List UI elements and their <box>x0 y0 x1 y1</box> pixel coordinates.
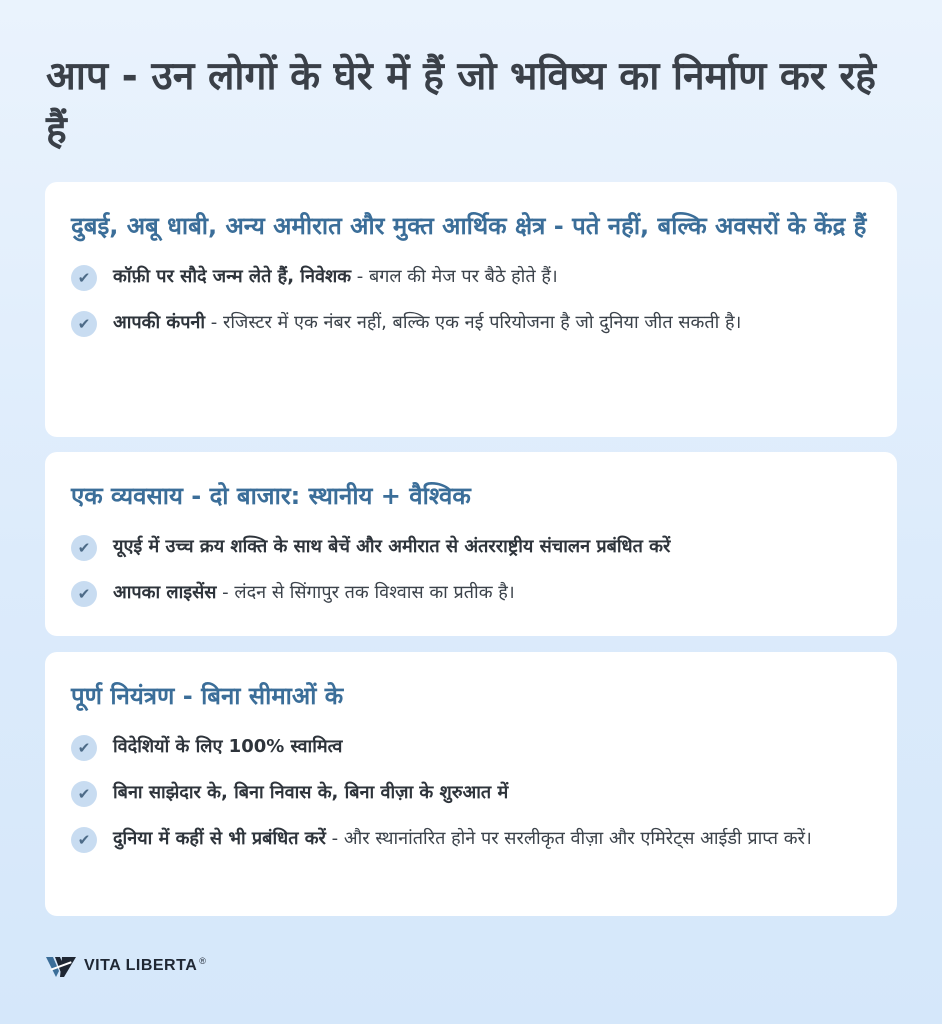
item-rest: - लंदन से सिंगापुर तक विश्वास का प्रतीक है। <box>216 582 515 603</box>
item-rest: - बगल की मेज पर बैठे होते हैं। <box>351 266 558 287</box>
check-circle-icon: ✔ <box>71 735 97 761</box>
item-bold: दुनिया में कहीं से भी प्रबंधित करें <box>113 828 326 849</box>
check-circle-icon: ✔ <box>71 827 97 853</box>
item-text <box>113 532 670 562</box>
card-heading: पूर्ण नियंत्रण - बिना सीमाओं के <box>71 682 344 710</box>
page-title: आप - उन लोगों के घेरे में हैं जो भविष्य का निर्माण कर रहे हैं <box>46 54 876 153</box>
check-circle-icon: ✔ <box>71 311 97 337</box>
card-heading: दुबई, अबू धाबी, अन्य अमीरात और मुक्त आर्थिक क्षेत्र - पते नहीं, बल्कि अवसरों के केंद्र हैं <box>71 212 867 240</box>
item-rest: - रजिस्टर में एक नंबर नहीं, बल्कि एक नई परियोजना है जो दुनिया जीत सकती है। <box>205 312 742 333</box>
item-bold: यूएई में उच्च क्रय शक्ति के साथ बेचें और अमीरात से अंतरराष्ट्रीय संचालन प्रबंधित करें <box>113 536 671 557</box>
item-bold: बिना साझेदार के, बिना निवास के, बिना वीज़ा के शुरुआत में <box>113 782 509 803</box>
check-circle-icon: ✔ <box>71 781 97 807</box>
item-text <box>113 308 741 338</box>
list-item <box>71 578 873 608</box>
list-item <box>71 262 873 292</box>
item-bold: कॉफ़ी पर सौदे जन्म लेते हैं, निवेशक <box>113 266 352 287</box>
check-circle-icon: ✔ <box>71 265 97 291</box>
item-text <box>113 262 558 292</box>
list-item <box>71 732 873 762</box>
logo-text: VITA LIBERTA <box>84 957 198 974</box>
check-circle-icon: ✔ <box>71 581 97 607</box>
item-bold: आपकी कंपनी <box>113 312 206 333</box>
vita-liberta-logo-icon <box>46 955 76 977</box>
card-opportunity-centers <box>45 182 897 437</box>
check-circle-icon: ✔ <box>71 535 97 561</box>
list-item <box>71 824 873 854</box>
registered-mark: ® <box>199 956 206 966</box>
list-item <box>71 778 873 808</box>
list-item <box>71 308 873 338</box>
item-bold: विदेशियों के लिए 100% स्वामित्व <box>113 736 343 757</box>
item-text <box>113 824 812 854</box>
card-full-control <box>45 652 897 916</box>
brand-logo <box>46 955 206 977</box>
item-text <box>113 778 508 808</box>
card-heading: एक व्यवसाय - दो बाजार: स्थानीय + वैश्विक <box>71 482 471 510</box>
card-two-markets <box>45 452 897 636</box>
item-text <box>113 732 342 762</box>
item-bold: आपका लाइसेंस <box>113 582 217 603</box>
list-item <box>71 532 873 562</box>
item-text <box>113 578 515 608</box>
item-rest: - और स्थानांतरित होने पर सरलीकृत वीज़ा और एमिरेट्स आईडी प्राप्त करें। <box>325 828 812 849</box>
